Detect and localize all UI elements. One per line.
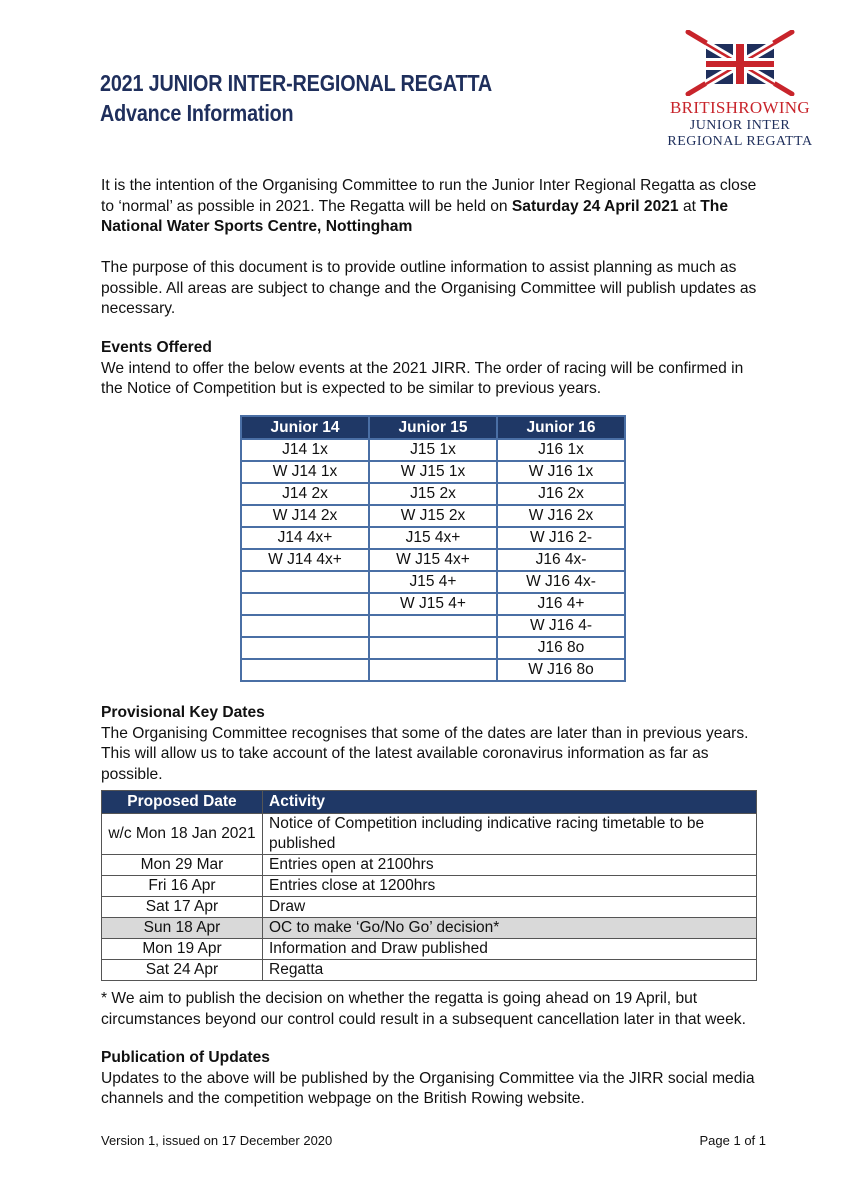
events-row <box>241 593 625 615</box>
date-cell: Mon 29 Mar <box>102 855 263 876</box>
event-cell <box>369 659 497 681</box>
events-row <box>241 505 625 527</box>
event-cell <box>241 571 369 593</box>
event-cell: W J15 4+ <box>369 593 497 615</box>
event-cell: J14 4x+ <box>241 527 369 549</box>
dates-text: The Organising Committee recognises that some of the dates are later than in previous years. This will allow us to take account of the latest available coronavirus information as far as possible. <box>101 724 749 783</box>
activity-cell: Entries close at 1200hrs <box>263 876 757 897</box>
event-cell: J16 1x <box>497 439 625 461</box>
updates-text: Updates to the above will be published by the Organising Committee via the JIRR social media channels and the competition webpage on the British Rowing website. <box>101 1069 755 1107</box>
intro-paragraph: It is the intention of the Organising Committee to run the Junior Inter Regional Regatta as close to ‘normal’ as possible in 2021. The Regatta will be held on Saturday 24 April 2021 at The National Water Sports Centre, Nottingham <box>101 177 757 235</box>
dates-heading: Provisional Key Dates <box>101 704 265 721</box>
event-cell: W J16 8o <box>497 659 625 681</box>
title-line-1: 2021 JUNIOR INTER-REGIONAL REGATTA <box>100 70 493 96</box>
event-cell: W J15 2x <box>369 505 497 527</box>
events-row <box>241 527 625 549</box>
events-row <box>241 571 625 593</box>
footer-page-number: Page 1 of 1 <box>699 1133 766 1148</box>
logo-line-1: JUNIOR INTER <box>689 118 791 133</box>
event-cell: W J16 2x <box>497 505 625 527</box>
events-row <box>241 461 625 483</box>
event-cell: W J15 4x+ <box>369 549 497 571</box>
key-dates-table <box>101 790 757 981</box>
event-cell: W J15 1x <box>369 461 497 483</box>
event-cell <box>241 659 369 681</box>
activity-cell: Information and Draw published <box>263 939 757 960</box>
events-row <box>241 483 625 505</box>
event-cell <box>369 615 497 637</box>
union-flag-oars-icon <box>684 30 796 96</box>
dates-row <box>102 918 757 939</box>
events-heading: Events Offered <box>101 339 212 356</box>
date-cell: Sat 24 Apr <box>102 960 263 981</box>
document-title <box>100 68 492 128</box>
events-column-header: Junior 14 <box>241 416 369 439</box>
date-cell: Sat 17 Apr <box>102 897 263 918</box>
purpose-paragraph: The purpose of this document is to provide outline information to assist planning as much as possible. All areas are subject to change and the Organising Committee will publish updates as necessary. <box>101 259 757 317</box>
events-column-header: Junior 15 <box>369 416 497 439</box>
activity-cell: Draw <box>263 897 757 918</box>
date-cell: Mon 19 Apr <box>102 939 263 960</box>
footer-version: Version 1, issued on 17 December 2020 <box>101 1133 333 1148</box>
events-row <box>241 637 625 659</box>
events-text: We intend to offer the below events at the 2021 JIRR. The order of racing will be confirmed in the Notice of Competition but is expected to be similar to previous years. <box>101 359 744 397</box>
event-cell: J15 2x <box>369 483 497 505</box>
logo-line-2: REGIONAL REGATTA <box>667 134 813 149</box>
events-row <box>241 659 625 681</box>
event-cell: J15 4+ <box>369 571 497 593</box>
event-cell: W J16 2- <box>497 527 625 549</box>
activity-cell: Notice of Competition including indicative racing timetable to be published <box>263 814 757 855</box>
event-cell: W J16 1x <box>497 461 625 483</box>
event-cell: J15 1x <box>369 439 497 461</box>
dates-column-header: Proposed Date <box>102 791 263 814</box>
logo-brand: BRITISHROWING <box>670 98 810 117</box>
event-cell: W J14 1x <box>241 461 369 483</box>
event-cell: J16 8o <box>497 637 625 659</box>
event-cell: J14 1x <box>241 439 369 461</box>
event-cell <box>369 637 497 659</box>
dates-row <box>102 897 757 918</box>
date-cell: Fri 16 Apr <box>102 876 263 897</box>
event-cell: J16 2x <box>497 483 625 505</box>
title-line-2: Advance Information <box>100 100 294 126</box>
british-rowing-logo <box>660 30 820 162</box>
events-row <box>241 549 625 571</box>
activity-cell: Entries open at 2100hrs <box>263 855 757 876</box>
date-cell: Sun 18 Apr <box>102 918 263 939</box>
event-cell: J16 4x- <box>497 549 625 571</box>
dates-footnote: * We aim to publish the decision on whether the regatta is going ahead on 19 April, but circumstances beyond our control could result in a subsequent cancellation later in that week. <box>101 990 746 1028</box>
dates-row <box>102 855 757 876</box>
dates-row <box>102 876 757 897</box>
activity-cell: OC to make ‘Go/No Go’ decision* <box>263 918 757 939</box>
event-cell: W J16 4x- <box>497 571 625 593</box>
event-cell <box>241 637 369 659</box>
event-cell: J14 2x <box>241 483 369 505</box>
event-cell: W J14 2x <box>241 505 369 527</box>
dates-row <box>102 960 757 981</box>
dates-column-header: Activity <box>263 791 757 814</box>
events-column-header: Junior 16 <box>497 416 625 439</box>
event-cell: J16 4+ <box>497 593 625 615</box>
event-cell: W J14 4x+ <box>241 549 369 571</box>
events-row <box>241 439 625 461</box>
event-cell: W J16 4- <box>497 615 625 637</box>
updates-section <box>101 1048 761 1110</box>
dates-row <box>102 939 757 960</box>
event-cell <box>241 615 369 637</box>
event-cell <box>241 593 369 615</box>
date-cell: w/c Mon 18 Jan 2021 <box>102 814 263 855</box>
events-section <box>101 338 761 400</box>
dates-row <box>102 814 757 855</box>
event-cell: J15 4x+ <box>369 527 497 549</box>
dates-section <box>101 703 761 785</box>
events-row <box>241 615 625 637</box>
activity-cell: Regatta <box>263 960 757 981</box>
updates-heading: Publication of Updates <box>101 1049 270 1066</box>
events-table <box>240 415 626 682</box>
